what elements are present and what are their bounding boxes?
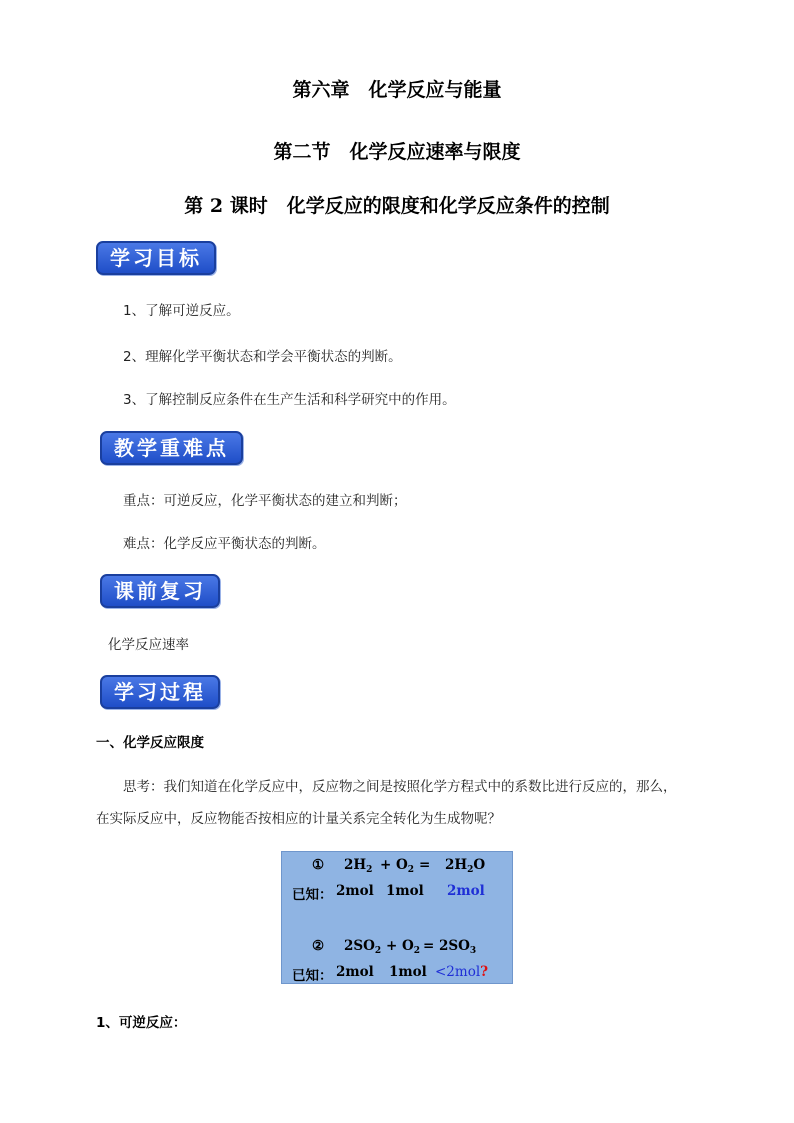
eq1-number: ① [312,857,325,873]
lesson-title: 第 2 课时 化学反应的限度和化学反应条件的控制 [184,195,610,217]
subheading-reversible-reaction: 1、可逆反应： [96,1015,187,1031]
process-badge: 学习过程 [100,675,220,709]
eq2-number: ② [312,938,325,954]
objective-item-1: 1、了解可逆反应。 [123,303,240,319]
eq1-known-label: 已知： [292,887,333,903]
eq2-reactant-so2: $2SO_2$ [344,938,382,956]
eq1-known-o2: 1mol [386,883,424,899]
eq2-known-o2: 1mol [389,964,427,980]
chapter-title: 第六章 化学反应与能量 [292,79,502,101]
think-paragraph-line-2: 在实际反应中，反应物能否按相应的计量关系完全转化为生成物呢？ [96,811,501,827]
eq1-reactant-h2: $2H_2$ [344,857,373,875]
objective-item-3: 3、了解控制反应条件在生产生活和科学研究中的作用。 [123,392,456,408]
section-heading-reaction-limit: 一、化学反应限度 [96,735,204,751]
eq1-known-h2: 2mol [336,883,374,899]
difficult-point-text: 难点：化学反应平衡状态的判断。 [123,536,326,552]
eq1-equals: = [419,857,431,873]
question-mark: ? [480,964,489,980]
eq1-product-h2o: $2H_2O$ [445,857,486,875]
objectives-badge: 学习目标 [96,241,216,275]
review-badge: 课前复习 [100,574,220,608]
review-text: 化学反应速率 [108,637,189,653]
eq2-known-so3: <2mol? [435,964,489,980]
eq2-known-so2: 2mol [336,964,374,980]
eq1-reactant-o2: + $O_2$ [380,857,415,875]
eq2-product-so3: = $2SO_3$ [423,938,477,956]
equation-box [281,851,513,984]
key-points-badge: 教学重难点 [100,431,243,465]
think-paragraph-line-1: 思考：我们知道在化学反应中，反应物之间是按照化学方程式中的系数比进行反应的，那么， [123,779,677,795]
section-title: 第二节 化学反应速率与限度 [273,141,521,163]
eq1-known-h2o: 2mol [447,883,485,899]
eq2-reactant-o2: + $O_2$ [386,938,421,956]
objective-item-2: 2、理解化学平衡状态和学会平衡状态的判断。 [123,349,402,365]
key-point-text: 重点：可逆反应，化学平衡状态的建立和判断； [123,493,407,509]
eq2-known-label: 已知： [292,968,333,984]
